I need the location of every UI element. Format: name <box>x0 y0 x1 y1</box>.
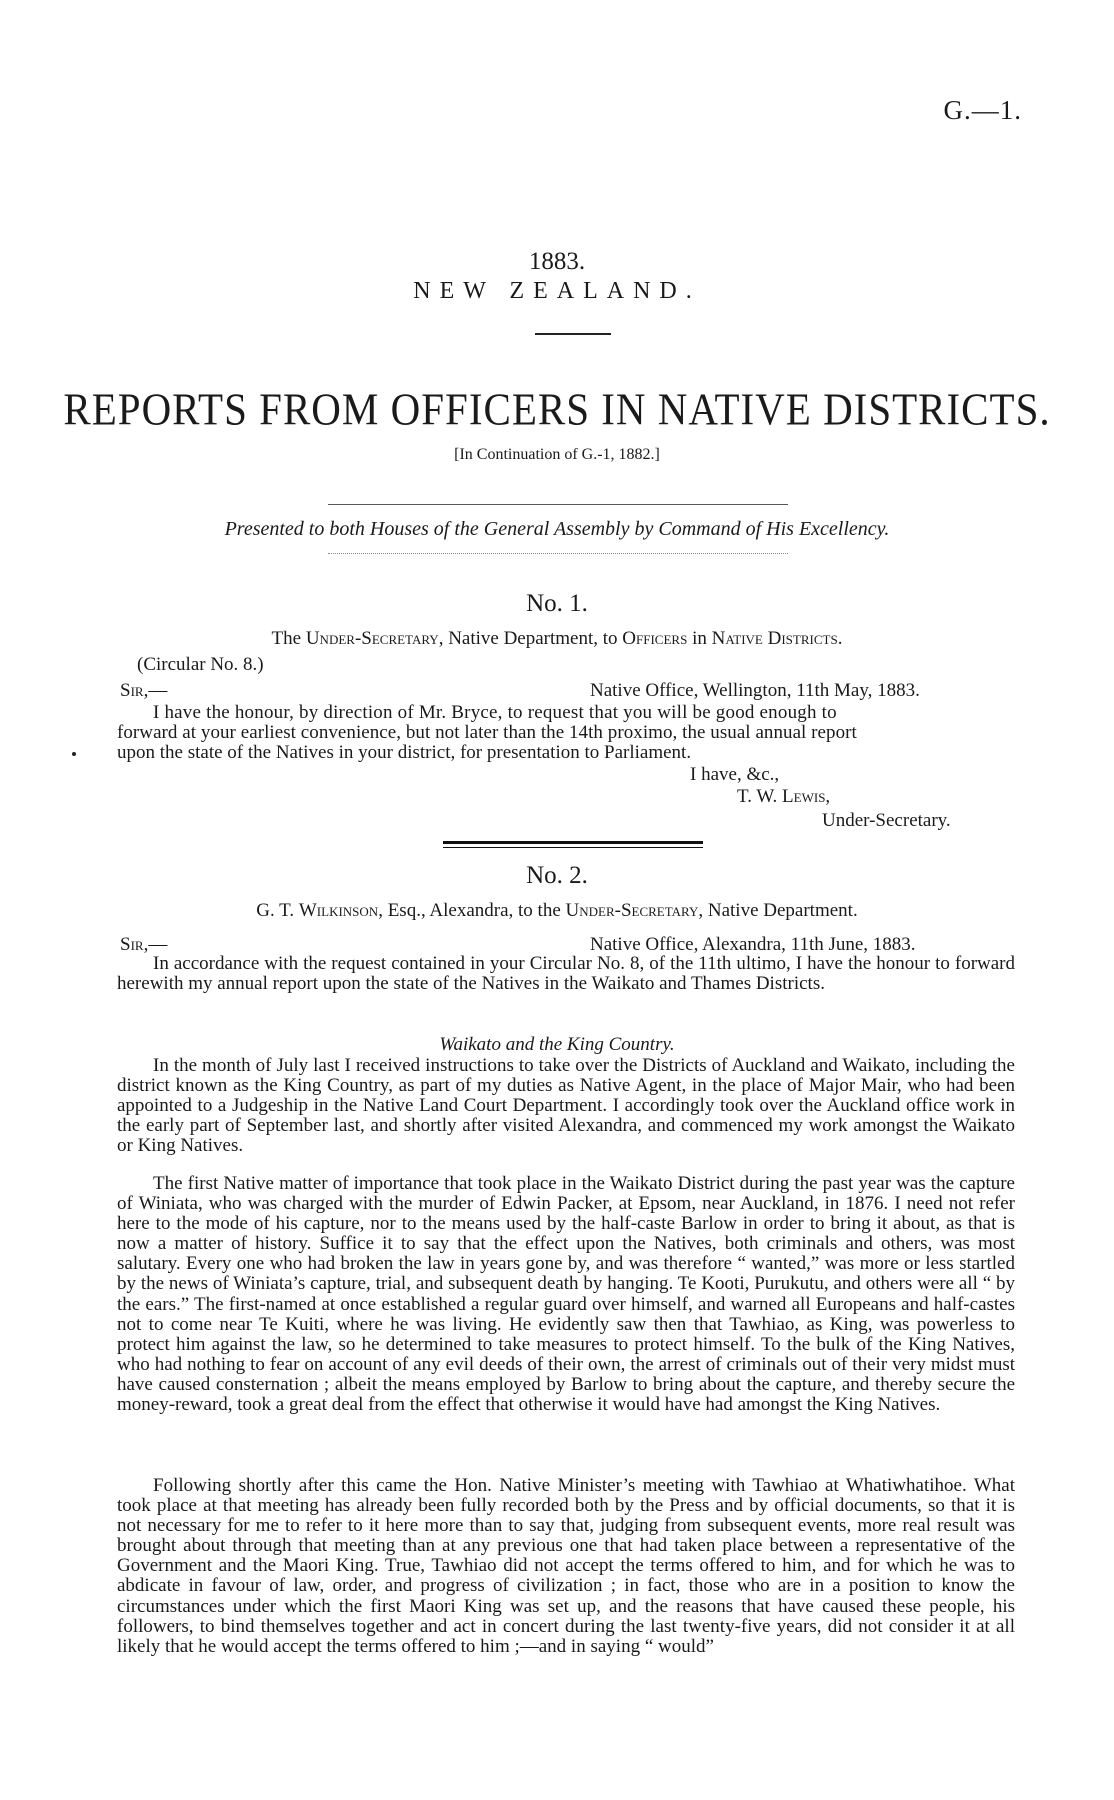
divider-presented-bottom <box>328 553 788 554</box>
margin-mark <box>72 752 76 756</box>
document-country: NEW ZEALAND. <box>413 278 701 304</box>
section-divider <box>443 841 703 844</box>
letter-1-heading-part: . <box>837 628 843 649</box>
letter-1-heading-part: in <box>687 628 712 649</box>
letter-1-heading <box>0 628 1114 650</box>
letter-1-heading-part: The <box>271 628 306 649</box>
section-divider-thin <box>443 847 703 848</box>
letter-1-closing: I have, &c., <box>690 764 780 785</box>
letter-1-heading-part: Native Districts <box>711 628 838 649</box>
letter-2-heading-part: Under-Secretary <box>565 900 699 921</box>
paragraph <box>117 1476 1015 1657</box>
letter-1-heading-part: , Native Department, to <box>438 628 623 649</box>
letter-2-salutation: Sir,— <box>120 934 168 955</box>
letter-1-circular: (Circular No. 8.) <box>137 654 264 675</box>
paragraph-text: The first Native matter of importance that took place in the Waikato District during the past year was the capture of Winiata, who was charged with the murder of Edwin Packer, at Epsom, near Auckland, in 1876. I need not refer here to the mode of his capture, nor to the means used by the half-caste Barlow in order to bring it about, as that is now a matter of history. Suffice it to say that the effect upon the Natives, both criminals and others, was most salutary. Every one who had broken the law in years gone by, and was therefore “ wanted,” was more or less startled by the news of Winiata’s capture, trial, and subsequent death by hanging. Te Kooti, Purukutu, and others were all “ by the ears.” The first-named at once established a regular guard over himself, and warned all Europeans and half-castes not to come near Te Kuiti, where he was living. He evidently saw then that Tawhiao, as King, was powerless to protect him against the law, so he determined to take measures to protect himself. To the bulk of the King Natives, who had nothing to fear on account of any evil deeds of their own, the arrest of criminals out of their very midst must have caused consternation ; albeit the means employed by Barlow to bring about the capture, and thereby secure the money-reward, took a great deal from the effect that otherwise it would have had amongst the King Natives. <box>117 1173 1015 1416</box>
letter-1-body-line: upon the state of the Natives in your district, for presentation to Parliament. <box>117 742 692 763</box>
paragraph-text: In the month of July last I received instructions to take over the Districts of Auckland and Waikato, including the district known as the King Country, as part of my duties as Native Agent, in the place of Major Mair, who had been appointed to a Judgeship in the Native Land Court Department. I accordingly took over the Auckland office work in the early part of September last, and shortly after visited Alexandra, and commenced my work amongst the Waikato or King Natives. <box>117 1055 1015 1157</box>
page-reference: G.—1. <box>943 95 1022 125</box>
continuation-note: [In Continuation of G.-1, 1882.] <box>454 446 660 463</box>
letter-2-intro <box>117 954 1015 994</box>
letter-1-signature: T. W. Lewis, <box>737 786 831 807</box>
letter-1-dateline: Native Office, Wellington, 11th May, 1883. <box>590 680 920 701</box>
letter-1-heading-part: Officers <box>622 628 688 649</box>
paragraph <box>117 1056 1015 1156</box>
letter-1-heading-part: Under-Secretary <box>305 628 439 649</box>
letter-1-body-line: I have the honour, by direction of Mr. Bryce, to request that you will be good enough to <box>153 702 837 723</box>
paragraph <box>117 1174 1015 1415</box>
paragraph-text: In accordance with the request contained in your Circular No. 8, of the 11th ultimo, I have the honour to forward herewith my annual report upon the state of the Natives in the Waikato and Thames Districts. <box>117 953 1015 995</box>
paragraph-text: Following shortly after this came the Hon. Native Minister’s meeting with Tawhiao at Whatiwhatihoe. What took place at that meeting has already been fully recorded both by the Press and by official documents, so that it is not necessary for me to refer to it here more than to say that, judging from subsequent events, more real result was brought about through that meeting than at any previous one that had taken place between a representative of the Government and the Maori King. True, Tawhiao did not accept the terms offered to him, and for which he was to abdicate in favour of law, order, and progress of civilization ; in fact, those who are in a position to know the circumstances under which the first Maori King was set up, and the reasons that have caused these people, his followers, to bind themselves together and act in concert during the last twenty-five years, did not consider it at all likely that he would accept the terms offered to him ;—and in saying “ would” <box>117 1475 1015 1657</box>
letter-2-heading-part: , Native Department. <box>698 900 858 921</box>
letter-2-dateline: Native Office, Alexandra, 11th June, 1883. <box>590 934 916 955</box>
document-year: 1883. <box>528 248 586 275</box>
letter-1-number: No. 1. <box>526 590 588 617</box>
divider-short <box>535 333 611 335</box>
letter-2-heading-part: G. T. <box>256 900 299 921</box>
letter-2-heading-part: Wilkinson <box>298 900 379 921</box>
letter-2-heading-part: , Esq., Alexandra, to the <box>378 900 566 921</box>
letter-2-heading <box>0 900 1114 922</box>
letter-1-salutation: Sir,— <box>120 680 168 701</box>
letter-2-number: No. 2. <box>526 862 588 889</box>
section-title: Waikato and the King Country. <box>439 1034 675 1055</box>
presented-line: Presented to both Houses of the General Assembly by Command of His Excellency. <box>224 518 890 540</box>
divider-presented-top <box>328 504 788 505</box>
letter-1-body-line: forward at your earliest convenience, but not later than the 14th proximo, the usual annual report <box>117 722 857 743</box>
letter-1-signature-title: Under-Secretary. <box>822 810 951 831</box>
document-title: REPORTS FROM OFFICERS IN NATIVE DISTRICTS. <box>63 383 1051 435</box>
